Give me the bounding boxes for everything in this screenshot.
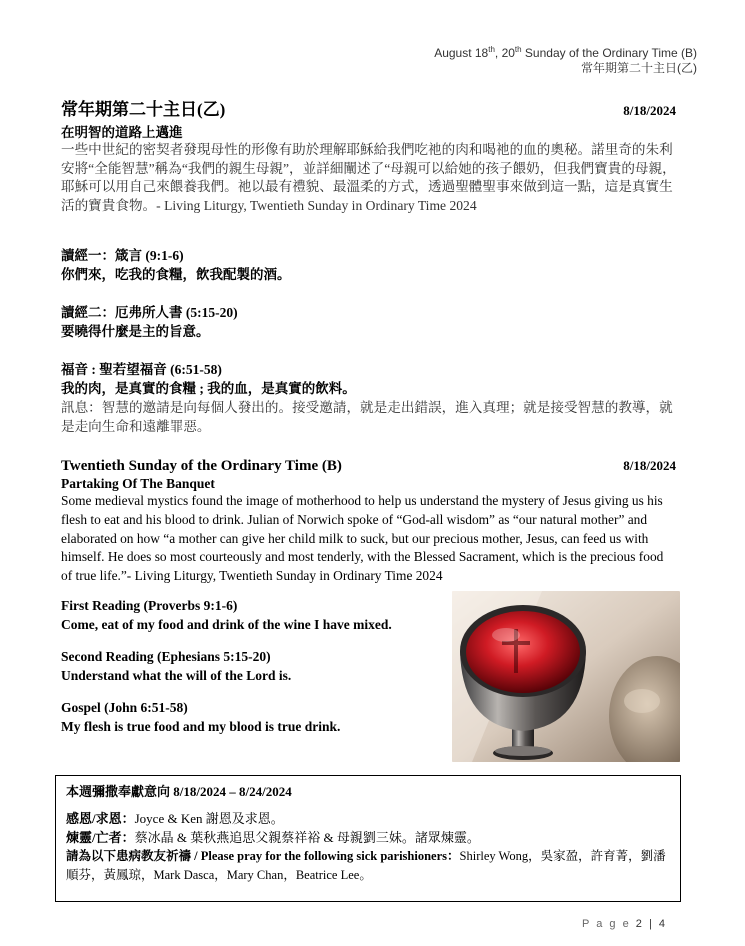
chinese-reading1-text: 你們來，吃我的食糧，飲我配製的酒。	[61, 267, 291, 282]
deceased-text: 蔡冰晶 & 葉秋燕追思父親蔡祥裕 & 母親劉三妹。諸眾煉靈。	[134, 830, 480, 845]
chinese-reading1-label: 讀經一：箴言 (9:1-6)	[61, 248, 184, 263]
chalice-illustration	[452, 591, 680, 762]
english-date: 8/18/2024	[623, 458, 676, 473]
chinese-reading2-text: 要曉得什麼是主的旨意。	[61, 324, 210, 339]
english-title: Twentieth Sunday of the Ordinary Time (B)	[61, 458, 342, 474]
english-reading2-label: Second Reading (Ephesians 5:15-20)	[61, 649, 271, 664]
mass-box-heading: 本週彌撒奉獻意向 8/18/2024 – 8/24/2024	[66, 784, 292, 799]
chinese-gospel-text: 我的肉，是真實的食糧 ; 我的血，是真實的飲料。	[61, 381, 356, 396]
english-reading2-text: Understand what the will of the Lord is.	[61, 668, 292, 683]
chinese-message: 訊息：智慧的邀請是向每個人發出的。接受邀請，就是走出錯誤，進入真理；就是接受智慧的教導，就是走向生命和遠離罪惡。	[61, 400, 673, 434]
thanks-line	[66, 809, 670, 828]
chinese-subtitle: 在明智的道路上邁進	[61, 125, 183, 140]
deceased-line	[66, 828, 670, 847]
english-reading1-text: Come, eat of my food and drink of the wine I have mixed.	[61, 617, 392, 632]
deceased-label: 煉靈/亡者：	[66, 830, 135, 845]
english-readings	[61, 596, 392, 736]
thanks-text: Joyce & Ken 謝恩及求恩。	[134, 811, 284, 826]
page-number: 2 | 4	[635, 918, 667, 930]
chinese-readings	[61, 246, 356, 398]
sick-text: Shirley Wong，吳家盈，許育菁，劉潘順芬，黃鳳琼，Mark Dasca，Mary Chan，Beatrice Lee。	[66, 849, 666, 882]
chinese-title: 常年期第二十主日(乙)	[61, 100, 226, 119]
chinese-section	[61, 95, 676, 215]
header-line-english: August 18th, 20th Sunday of the Ordinary Time (B)	[434, 45, 697, 60]
page-label: P a g e	[582, 918, 631, 930]
chinese-date: 8/18/2024	[623, 103, 676, 118]
page-header	[434, 42, 697, 76]
english-section	[61, 458, 676, 586]
sick-line	[66, 847, 670, 885]
chinese-reading2-label: 讀經二：厄弗所人書 (5:15-20)	[61, 305, 238, 320]
chinese-reflection: 一些中世紀的密契者發現母性的形像有助於理解耶穌給我們吃祂的肉和喝祂的血的奧秘。諾里奇的朱利安將“全能智慧”稱為“我們的親生母親”，並詳細闡述了“母親可以給她的孩子餵奶，但我們寶貴的母親，耶穌可以用自己來餵養我們。祂以最有禮貌、最溫柔的方式，透過聖體聖事來做到這一點，這是真實生活的寶貴食物。- Living Liturgy, Twentieth Sunday in Ordinary Time 2024	[61, 142, 676, 213]
english-gospel-text: My flesh is true food and my blood is true drink.	[61, 719, 341, 734]
chinese-gospel-label: 福音 : 聖若望福音 (6:51-58)	[61, 362, 222, 377]
english-reading1-label: First Reading (Proverbs 9:1-6)	[61, 598, 238, 613]
sick-label: 請為以下患病教友祈禱 / Please pray for the following sick parishioners：	[66, 849, 460, 863]
header-line-chinese: 常年期第二十主日(乙)	[581, 61, 697, 75]
english-gospel-label: Gospel (John 6:51-58)	[61, 700, 188, 715]
thanks-label: 感恩/求恩：	[66, 811, 135, 826]
mass-intentions-box	[55, 775, 681, 902]
chalice-photo	[452, 591, 680, 762]
english-subtitle: Partaking Of The Banquet	[61, 476, 215, 491]
page-footer	[582, 918, 667, 930]
english-reflection: Some medieval mystics found the image of motherhood to help us understand the mystery of Jesus giving us his flesh to eat and his blood to drink. Julian of Norwich spoke of “God-all wisdom” as “our natural mother” and elaborated on how “a mother can give her child milk to suck, but our precious mother, Jesus, can feed us with himself. He does so most courteously and most tenderly, with the Blessed Sacrament, which is the precious food of true life.”- Living Liturgy, Twentieth Sunday in Ordinary Time 2024	[61, 493, 664, 584]
